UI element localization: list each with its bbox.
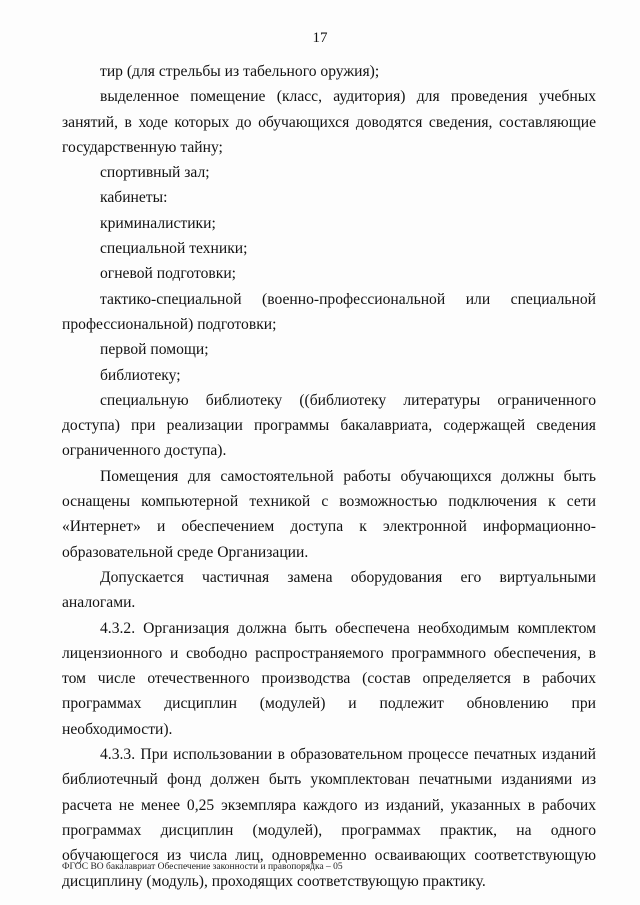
paragraph-4-3-3: 4.3.3. При использовании в образовательном процессе печатных изданий библиотечный фонд должен быть укомплектован печатными изданиями из расчета не менее 0,25 экземпляра каждого из изданий, указанных в рабочих программах дисциплин (модулей), программах практик, на одного обучающегося из числа лиц, одновременно осваивающих соответствующую дисциплину (модуль), проходящих соответствующую практику. (62, 746, 596, 890)
document-body (62, 59, 596, 894)
paragraph-sports-hall: спортивный зал; (100, 164, 210, 182)
paragraph-special-equipment: специальной техники; (100, 240, 248, 258)
paragraph-shooting-range: тир (для стрельбы из табельного оружия); (100, 63, 380, 80)
paragraph-fire-training: огневой подготовки; (100, 265, 237, 283)
page-number: 17 (312, 30, 328, 46)
paragraph-offices: кабинеты: (100, 189, 168, 207)
paragraph-first-aid: первой помощи; (100, 341, 209, 359)
paragraph-classified-room: выделенное помещение (класс, аудитория) для проведения учебных занятий, в ходе которых до обучающихся доводятся сведения, составляющие государственную тайну; (62, 88, 596, 156)
paragraph-special-library: специальную библиотеку ((библиотеку литературы ограниченного доступа) при реализации программы бакалавриата, содержащей сведения ограниченного доступа). (62, 391, 596, 460)
paragraph-4-3-2: 4.3.2. Организация должна быть обеспечена необходимым комплектом лицензионного и свободно распространяемого программного обеспечения, в том числе отечественного производства (состав определяется в рабочих программах дисциплин (модулей) и подлежит обновлению при необходимости). (62, 619, 596, 738)
paragraph-virtual-analogs: Допускается частичная замена оборудования его виртуальными аналогами. (62, 568, 596, 612)
paragraph-self-study-rooms: Помещения для самостоятельной работы обучающихся должны быть оснащены компьютерной техникой с возможностью подключения к сети «Интернет» и обеспечением доступа к электронной информационно-образовательной среде Организации. (62, 467, 596, 561)
paragraph-library: библиотеку; (100, 366, 181, 384)
paragraph-tactical-training: тактико-специальной (военно-профессиональной или специальной профессиональной) подготовки; (62, 290, 596, 333)
paragraph-criminalistics: криминалистики; (100, 214, 216, 232)
page-footer: ФГОС ВО бакалавриат Обеспечение законности и правопорядка – 05 (62, 862, 343, 872)
